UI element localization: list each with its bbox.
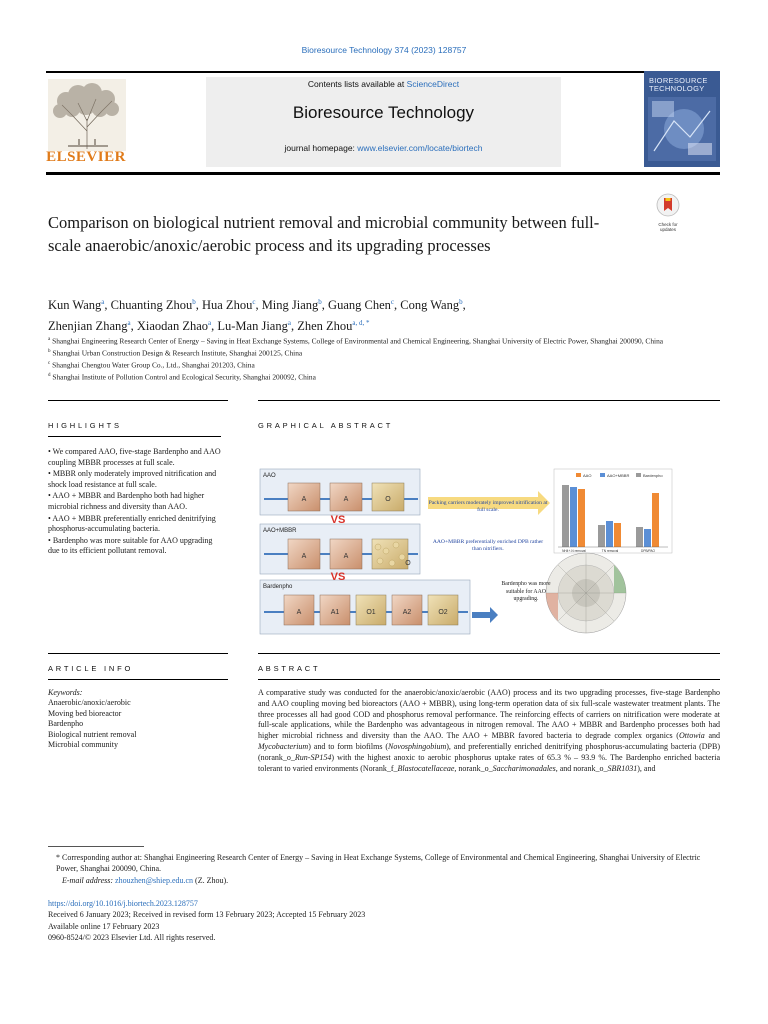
tank-label: O — [385, 496, 391, 503]
corresponding-author-note: * Corresponding author at: Shanghai Engineering Research Center of Energy – Saving in Heat Exchange Systems, College of Environmental and Chemical Engineering, Shanghai University of Electric Power, Shanghai 200090, China. — [56, 853, 701, 874]
abstract-top-rule — [258, 653, 720, 654]
tank-label: A — [301, 553, 307, 560]
row-label: AAO — [263, 473, 276, 479]
author[interactable]: Hua Zhou$^c$ — [201, 298, 256, 313]
article-info-heading: ARTICLE INFO — [48, 664, 134, 673]
keyword-item: Bardenpho — [48, 719, 84, 729]
email-suffix: (Z. Zhou). — [195, 875, 229, 885]
highlight-item: • Bardenpho was more suitable for AAO upgrading due to its efficient pollutant removal. — [48, 535, 213, 556]
vs-label: VS — [330, 571, 346, 583]
keywords-label: Keywords: — [48, 688, 83, 697]
aao-mbbr-tanks — [288, 539, 411, 569]
masthead-center — [206, 77, 561, 167]
affiliation-item: $^b$ Shanghai Urban Construction Design & Research Institute, Shanghai 200125, China — [48, 348, 303, 358]
tank-label: O2 — [438, 609, 448, 616]
bookmark-icon — [656, 193, 680, 217]
author[interactable]: Zhenjian Zhang$^a$ — [48, 319, 131, 334]
highlight-item: • AAO + MBBR and Bardenpho both had higher microbial richness and diversity than AAO. — [48, 491, 205, 511]
row-label: Bardenpho — [263, 584, 293, 590]
tank-label: A — [301, 496, 307, 503]
keywords-block — [48, 688, 228, 750]
journal-cover-image[interactable] — [644, 71, 720, 167]
doi-link[interactable]: https://doi.org/10.1016/j.biortech.2023.128757 — [48, 899, 198, 908]
affiliations — [48, 335, 688, 383]
tree-icon — [48, 79, 126, 151]
article-info-heading-rule — [48, 679, 228, 680]
homepage-line — [206, 143, 561, 153]
homepage-link[interactable]: www.elsevier.com/locate/biortech — [357, 143, 483, 153]
author[interactable]: Ming Jiang$^b$ — [261, 298, 322, 313]
article-info-top-rule — [48, 653, 228, 654]
highlight-item: • MBBR only moderately improved nitrification and shock load resistance at full scale. — [48, 469, 217, 489]
highlights-top-rule — [48, 400, 228, 401]
ga-chart-group: DPB/PAO — [641, 549, 655, 553]
email-line — [48, 875, 720, 886]
ga-note: AAO+MBBR preferentially enriched DPB rather than nitrifiers. — [432, 539, 544, 552]
svg-text:Bardenpho: Bardenpho — [643, 473, 663, 478]
tank-label: A1 — [330, 609, 340, 616]
contents-prefix: Contents lists available at — [307, 79, 405, 89]
author[interactable]: Xiaodan Zhao$^a$ — [136, 319, 212, 334]
author-list: Kun Wang$^a$, Chuanting Zhou$^b$, Hua Zhou$^c$, Ming Jiang$^b$, Guang Chen$^c$, Cong Wang$^b$, Zhenjian Zhang$^a$, Xiaodan Zhao$^a$, Lu-Man Jiang$^a$, Zhen Zhou$^{a, d, *}$ — [48, 298, 466, 334]
highlights-list — [48, 447, 221, 558]
keyword-item: Biological nutrient removal — [48, 729, 137, 739]
copyright: 0960-8524/© 2023 Elsevier Ltd. All rights reserved. — [48, 933, 216, 943]
graphical-abstract-figure[interactable] — [258, 465, 676, 640]
author[interactable]: Chuanting Zhou$^b$ — [110, 298, 196, 313]
abstract-heading-rule — [258, 679, 720, 680]
ga-note: Packing carriers moderately improved nitrification at full scale. — [428, 500, 548, 513]
graphical-abstract-svg — [258, 465, 676, 640]
highlight-item: • We compared AAO, five-stage Bardenpho and AAO coupling MBBR processes at full scale. — [48, 447, 221, 467]
author[interactable]: Guang Chen$^c$ — [328, 298, 394, 313]
check-for-updates-badge[interactable] — [653, 193, 683, 232]
tank-label: A2 — [402, 609, 412, 616]
ga-circular-diagram — [546, 553, 626, 633]
keyword-item: Moving bed bioreactor — [48, 708, 122, 718]
author[interactable]: Zhen Zhou$^{a, d, *}$ — [297, 319, 370, 334]
available-online: Available online 17 February 2023 — [48, 921, 160, 931]
publication-info — [48, 898, 720, 944]
email-label: E-mail address: — [62, 875, 114, 885]
footnote-rule — [48, 846, 144, 847]
keyword-item: Anaerobic/anoxic/aerobic — [48, 698, 131, 708]
journal-title: Bioresource Technology — [292, 103, 475, 122]
tank-label: A — [296, 609, 302, 616]
row-label: AAO+MBBR — [263, 528, 297, 534]
received-dates: Received 6 January 2023; Received in revised form 13 February 2023; Accepted 15 February 2023 — [48, 910, 366, 920]
tank-label: A — [343, 496, 349, 503]
masthead — [46, 71, 720, 169]
graphical-abstract-heading: GRAPHICAL ABSTRACT — [258, 421, 394, 430]
graphical-abstract-top-rule — [258, 400, 720, 401]
ga-chart-group: TN removal — [601, 549, 619, 553]
abstract-heading: ABSTRACT — [258, 664, 321, 673]
sciencedirect-link[interactable]: ScienceDirect — [406, 79, 460, 89]
contents-line — [206, 79, 561, 89]
highlights-heading-rule — [48, 436, 221, 437]
author[interactable]: Kun Wang$^a$ — [48, 298, 105, 313]
affiliation-item: $^c$ Shanghai Chengtou Water Group Co., Ltd., Shanghai 201203, China — [48, 360, 255, 370]
ga-chart-legend — [576, 473, 663, 478]
bardenpho-arrow — [472, 607, 498, 623]
journal-reference[interactable]: Bioresource Technology 374 (2023) 128757 — [301, 45, 467, 55]
author[interactable]: Cong Wang$^b$ — [400, 298, 463, 313]
vs-label: VS — [330, 514, 346, 526]
ga-chart-group: NH4+-N removal — [562, 549, 586, 553]
affiliation-item: $^a$ Shanghai Engineering Research Center of Energy – Saving in Heat Exchange Systems, College of Environmental and Chemical Engineering, Shanghai University of Electric Power, Shanghai 200090, China — [48, 336, 664, 346]
bardenpho-tanks — [284, 595, 458, 625]
email-link[interactable]: zhouzhen@shiep.edu.cn — [115, 875, 194, 885]
ga-note: Bardenpho was more suitable for AAO upgrading. — [501, 581, 551, 602]
affiliation-item: $^d$ Shanghai Institute of Pollution Control and Ecological Security, Shanghai 200092, China — [48, 372, 316, 382]
check-for-updates-label: Check for updates — [658, 222, 678, 232]
keyword-item: Microbial community — [48, 740, 118, 750]
author[interactable]: Lu-Man Jiang$^a$ — [217, 319, 291, 334]
highlight-item: • AAO + MBBR preferentially enriched denitrifying phosphorus-accumulating bacteria. — [48, 513, 216, 534]
cover-art-icon — [644, 71, 720, 167]
masthead-top-rule — [46, 71, 720, 73]
tank-label: A — [343, 553, 349, 560]
tank-label: O1 — [366, 609, 376, 616]
svg-text:AAO+MBBR: AAO+MBBR — [607, 473, 630, 478]
cover-title: BIORESOURCE TECHNOLOGY — [649, 76, 708, 93]
masthead-bottom-rule — [46, 172, 720, 175]
elsevier-wordmark: ELSEVIER — [46, 149, 126, 165]
svg-text:AAO: AAO — [583, 473, 592, 478]
highlights-heading: HIGHLIGHTS — [48, 421, 122, 430]
abstract-body: A comparative study was conducted for the anaerobic/anoxic/aerobic (AAO) process and its two upgrading processes, five-stage Bardenpho and AAO coupling moving bed bioreactors (AAO + MBBR), using long-term operation data of six full-scale wastewater treatment plants. The three processes all had good COD and phosphorus removal performance. The reinforcing effects of carriers on nitrification were moderate at full-scale applications, while the Bardenpho was advantageous in nitrogen removal. The AAO + MBBR and Bardenpho processes both had higher microbial richness and diversity than the AAO. The AAO + MBBR favored bacteria to degrade complex organics (Ottowia and Mycobacterium) and to form biofilms (Novosphingobium), and preferentially enriched denitrifying phosphorus-accumulating bacteria (DPB) (norank_o_Run-SP154) with the highest anoxic to aerobic phosphorus uptake rates of 65.3 % – 93.9 %. The Bardenpho enriched bacteria tolerant to varied environments (Norank_f_Blastocatellaceae, norank_o_Saccharimonadales, and norank_o_SBR1031), and — [258, 688, 720, 773]
tank-label: O — [405, 560, 411, 567]
aao-tanks — [288, 483, 404, 511]
homepage-prefix: journal homepage: — [284, 143, 355, 153]
footnotes — [48, 852, 720, 886]
paper-title: Comparison on biological nutrient removal and microbial community between full-scale anaerobic/anoxic/aerobic process and its upgrading processes — [48, 213, 600, 255]
